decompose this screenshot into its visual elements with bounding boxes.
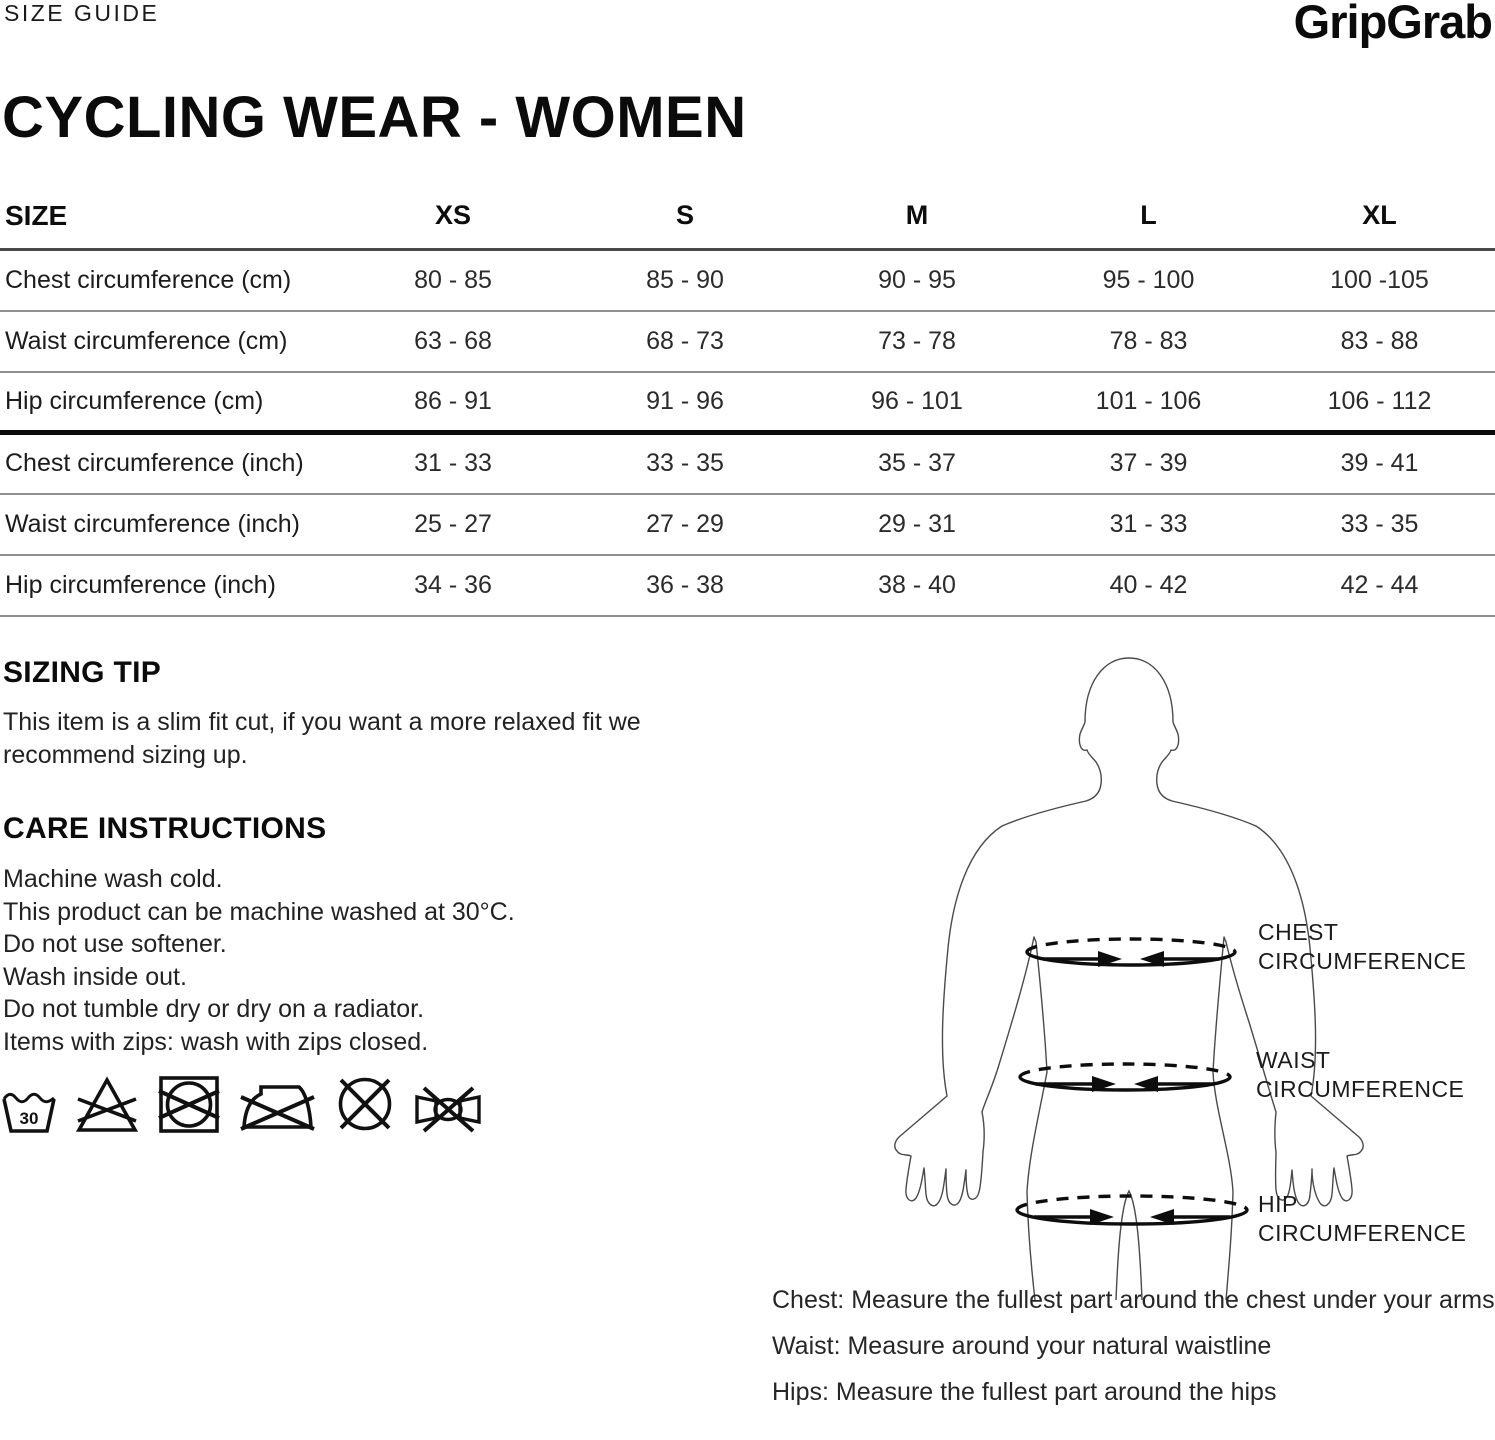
care-instructions-lines bbox=[3, 863, 515, 1058]
care-line: Wash inside out. bbox=[3, 962, 187, 991]
page-title: CYCLING WEAR - WOMEN bbox=[2, 85, 747, 150]
col-header-size: SIZE bbox=[0, 198, 337, 250]
do-not-iron-icon bbox=[240, 1078, 315, 1134]
size-table bbox=[0, 198, 1495, 617]
cell: 86 - 91 bbox=[337, 372, 569, 433]
table-row-hip-inch bbox=[0, 555, 1495, 616]
table-row-chest-cm bbox=[0, 250, 1495, 311]
cell: 27 - 29 bbox=[569, 494, 801, 555]
chest-measure-note: Chest: Measure the fullest part around the chest under your arms bbox=[772, 1286, 1495, 1314]
table-row-hip-cm bbox=[0, 372, 1495, 433]
care-line: Do not use softener. bbox=[3, 930, 227, 958]
sizing-tip-heading: SIZING TIP bbox=[3, 656, 162, 689]
wash-30-icon bbox=[2, 1090, 56, 1134]
cell: 37 - 39 bbox=[1033, 433, 1264, 494]
cell: 34 - 36 bbox=[337, 555, 569, 616]
hip-measure-note: Hips: Measure the fullest part around the hips bbox=[772, 1378, 1277, 1406]
cell: 29 - 31 bbox=[801, 494, 1033, 555]
hip-circumference-label: HIP CIRCUMFERENCE bbox=[1258, 1191, 1467, 1246]
cell: 80 - 85 bbox=[337, 250, 569, 311]
col-header-xs: XS bbox=[337, 198, 569, 250]
row-label: Chest circumference (inch) bbox=[0, 433, 337, 494]
cell: 39 - 41 bbox=[1264, 433, 1495, 494]
do-not-tumble-dry-icon bbox=[158, 1074, 220, 1134]
row-label: Waist circumference (cm) bbox=[0, 311, 337, 372]
care-line: Items with zips: wash with zips closed. bbox=[3, 1027, 429, 1056]
brand-logo: GripGrab bbox=[1293, 0, 1492, 48]
cell: 31 - 33 bbox=[337, 433, 569, 494]
row-label: Hip circumference (cm) bbox=[0, 372, 337, 433]
cell: 33 - 35 bbox=[1264, 494, 1495, 555]
care-symbols-row bbox=[2, 1072, 501, 1134]
cell: 36 - 38 bbox=[569, 555, 801, 616]
do-not-wring-icon bbox=[415, 1086, 481, 1134]
care-line: Do not tumble dry or dry on a radiator. bbox=[3, 995, 425, 1023]
cell: 96 - 101 bbox=[801, 372, 1033, 433]
row-label: Hip circumference (inch) bbox=[0, 555, 337, 616]
cell: 95 - 100 bbox=[1033, 250, 1264, 311]
col-header-m: M bbox=[801, 198, 1033, 250]
page-eyebrow: SIZE GUIDE bbox=[4, 0, 160, 26]
care-instructions-heading: CARE INSTRUCTIONS bbox=[3, 812, 327, 845]
cell: 33 - 35 bbox=[569, 433, 801, 494]
cell: 83 - 88 bbox=[1264, 311, 1495, 372]
cell: 85 - 90 bbox=[569, 250, 801, 311]
care-line: Machine wash cold. bbox=[3, 865, 223, 893]
chest-circumference-label: CHEST CIRCUMFERENCE bbox=[1258, 919, 1467, 974]
cell: 78 - 83 bbox=[1033, 311, 1264, 372]
col-header-xl: XL bbox=[1264, 198, 1495, 250]
sizing-tip-text: This item is a slim fit cut, if you want a more relaxed fit we recommend sizing up. bbox=[3, 708, 641, 769]
care-instructions-section bbox=[3, 812, 515, 1058]
cell: 31 - 33 bbox=[1033, 494, 1264, 555]
waist-measure-note: Waist: Measure around your natural waistline bbox=[772, 1332, 1272, 1360]
do-not-bleach-icon bbox=[76, 1076, 138, 1134]
svg-text:30: 30 bbox=[19, 1109, 39, 1128]
cell: 68 - 73 bbox=[569, 311, 801, 372]
do-not-dry-clean-icon bbox=[335, 1073, 395, 1134]
cell: 73 - 78 bbox=[801, 311, 1033, 372]
row-label: Waist circumference (inch) bbox=[0, 494, 337, 555]
cell: 63 - 68 bbox=[337, 311, 569, 372]
cell: 35 - 37 bbox=[801, 433, 1033, 494]
care-line: This product can be machine washed at 30°C. bbox=[3, 897, 515, 926]
table-row-waist-inch bbox=[0, 494, 1495, 555]
cell: 101 - 106 bbox=[1033, 372, 1264, 433]
cell: 40 - 42 bbox=[1033, 555, 1264, 616]
cell: 42 - 44 bbox=[1264, 555, 1495, 616]
cell: 90 - 95 bbox=[801, 250, 1033, 311]
table-row-chest-inch bbox=[0, 433, 1495, 494]
waist-circumference-label: WAIST CIRCUMFERENCE bbox=[1256, 1047, 1465, 1102]
measuring-notes bbox=[772, 1286, 1495, 1424]
table-row-waist-cm bbox=[0, 311, 1495, 372]
cell: 100 -105 bbox=[1264, 250, 1495, 311]
cell: 38 - 40 bbox=[801, 555, 1033, 616]
row-label: Chest circumference (cm) bbox=[0, 250, 337, 311]
cell: 25 - 27 bbox=[337, 494, 569, 555]
col-header-s: S bbox=[569, 198, 801, 250]
sizing-tip-section bbox=[3, 656, 763, 772]
col-header-l: L bbox=[1033, 198, 1264, 250]
cell: 91 - 96 bbox=[569, 372, 801, 433]
size-table-header-row bbox=[0, 198, 1495, 250]
cell: 106 - 112 bbox=[1264, 372, 1495, 433]
